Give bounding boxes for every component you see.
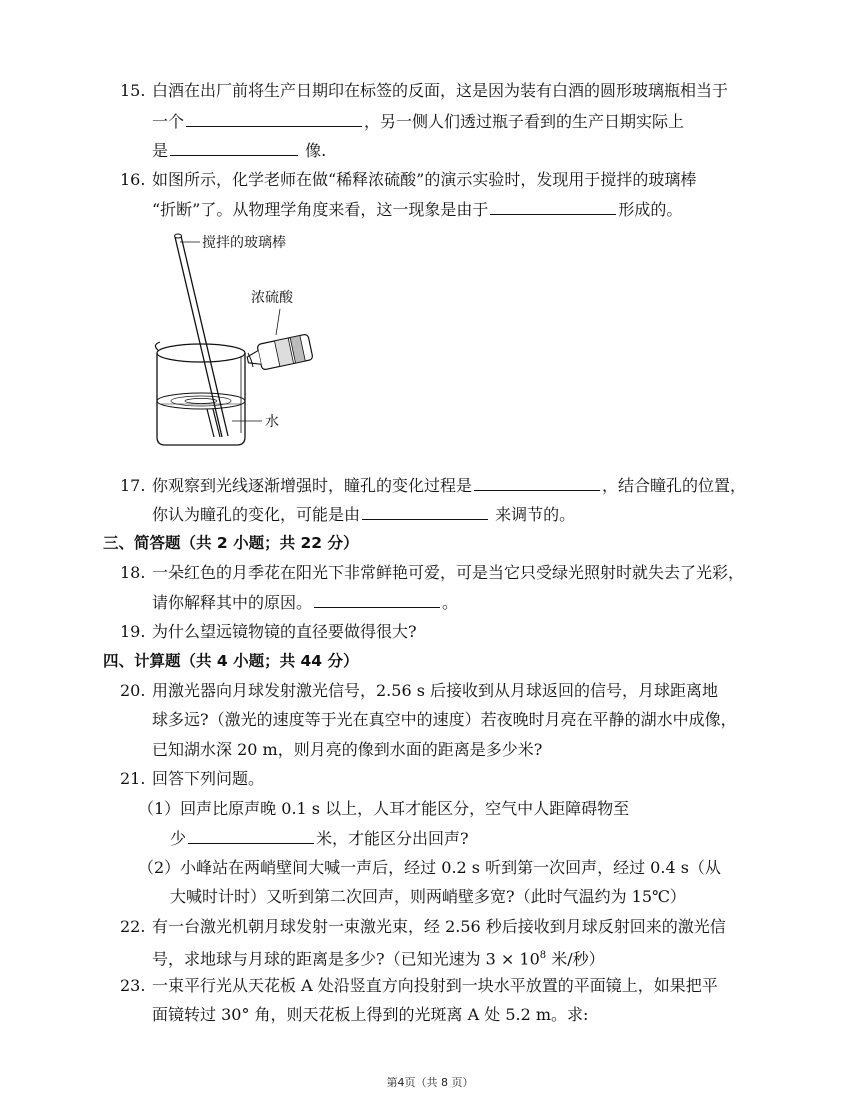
answer-blank[interactable]	[474, 473, 600, 491]
answer-blank[interactable]	[186, 109, 362, 127]
glass-rod	[175, 234, 229, 437]
answer-blank[interactable]	[314, 590, 440, 608]
beaker-figure	[0, 225, 860, 465]
q19-line1: 19. 为什么望远镜物镜的直径要做得很大?	[120, 620, 417, 644]
q16-number: 16.	[120, 170, 146, 189]
q22-line2: 号，求地球与月球的距离是多少?（已知光速为 $3 \times 10^8$ 米/秒）	[152, 949, 605, 969]
q21-number: 21.	[120, 769, 146, 788]
q22-number: 22.	[120, 917, 146, 936]
q17-line1: 17. 你观察到光线逐渐增强时，瞳孔的变化过程是 ，结合瞳孔的位置，	[120, 473, 746, 498]
q15-line1: 15. 白酒在出厂前将生产日期印在标签的反面，这是因为装有白酒的圆形玻璃瓶相当于	[120, 79, 728, 103]
q18-line2: 请你解释其中的原因。 。	[152, 590, 458, 615]
q21-sub2-line1: （2）小峰站在两峭壁间大喊一声后，经过 0.2 s 听到第一次回声，经过 0.4 s（从	[138, 858, 721, 877]
q22-line1: 22. 有一台激光机朝月球发射一束激光束，经 2.56 秒后接收到月球反射回来的激光信	[120, 915, 726, 939]
q16-line2: “折断”了。从物理学角度来看，这一现象是由于 形成的。	[152, 197, 682, 222]
answer-blank[interactable]	[490, 197, 616, 215]
beaker	[155, 342, 245, 445]
label-glass-rod: 搅拌的玻璃棒	[202, 235, 286, 251]
q21-sub1-line1: （1）回声比原声晚 0.1 s 以上，人耳才能区分，空气中人距障碍物至	[138, 799, 630, 818]
acid-bottle	[245, 334, 313, 373]
q17-number: 17.	[120, 476, 146, 495]
answer-blank[interactable]	[170, 138, 298, 156]
q23-line2: 面镜转过 30° 角，则天花板上得到的光斑离 A 处 5.2 m。求:	[152, 1005, 589, 1024]
q17-line2: 你认为瞳孔的变化，可能是由 来调节的。	[152, 502, 575, 527]
answer-blank[interactable]	[188, 826, 314, 844]
q16-line1: 16. 如图所示，化学老师在做“稀释浓硫酸”的演示实验时，发现用于搅拌的玻璃棒	[120, 168, 696, 192]
q20-line3: 已知湖水深 20 m，则月亮的像到水面的距离是多少米?	[152, 740, 543, 759]
answer-blank[interactable]	[362, 502, 488, 520]
label-acid: 浓硫酸	[251, 290, 293, 306]
label-water: 水	[265, 414, 279, 430]
q19-number: 19.	[120, 622, 146, 641]
q15-line3: 是 像.	[152, 138, 326, 163]
q20-line2: 球多远?（激光的速度等于光在真空中的速度）若夜晚时月亮在平静的湖水中成像，	[152, 710, 737, 729]
page-footer: 第4页（共 8 页）	[386, 1076, 474, 1089]
section-3-heading: 三、简答题（共 2 小题；共 22 分）	[103, 534, 359, 552]
q18-number: 18.	[120, 563, 146, 582]
q20-line1: 20. 用激光器向月球发射激光信号，2.56 s 后接收到从月球返回的信号，月球距离地	[120, 679, 718, 703]
q21-line1: 21. 回答下列问题。	[120, 767, 264, 791]
q23-number: 23.	[120, 976, 146, 995]
q21-sub1-line2: 少 米，才能区分出回声?	[170, 826, 469, 851]
q20-number: 20.	[120, 681, 146, 700]
q21-sub2-line2: 大喊时计时）又听到第二次回声，则两峭壁多宽?（此时气温约为 15℃）	[170, 887, 686, 906]
q15-number: 15.	[120, 81, 146, 100]
q15-line2: 一个 ，另一侧人们透过瓶子看到的生产日期实际上	[152, 109, 684, 134]
q18-line1: 18. 一朵红色的月季花在阳光下非常鲜艳可爱，可是当它只受绿光照射时就失去了光彩，	[120, 561, 744, 585]
q23-line1: 23. 一束平行光从天花板 A 处沿竖直方向投射到一块水平放置的平面镜上，如果把平	[120, 974, 718, 998]
section-4-heading: 四、计算题（共 4 小题；共 44 分）	[103, 652, 359, 670]
